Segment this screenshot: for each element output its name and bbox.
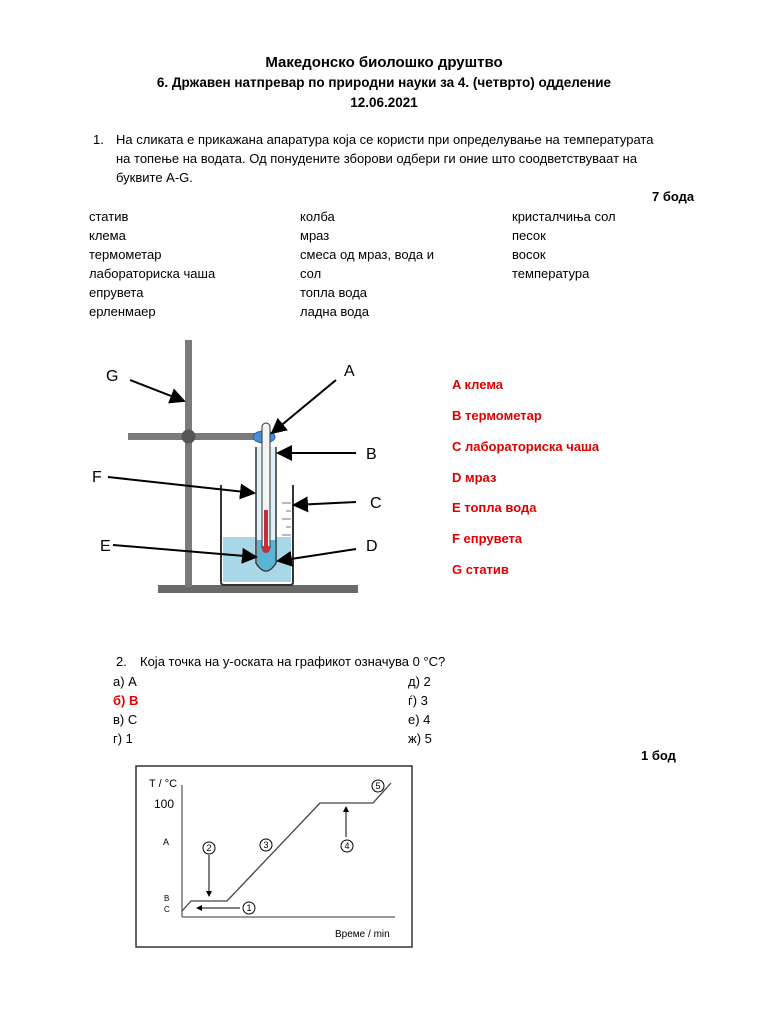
option-g: г) 1 [113, 731, 133, 746]
clamp-arm [128, 433, 268, 440]
label-B: B [366, 446, 377, 463]
label-E: E [100, 538, 111, 555]
word-item: ладна вода [300, 304, 369, 319]
marker-3: 3 [263, 840, 269, 850]
marker-5: 5 [375, 781, 381, 791]
option-v: в) С [113, 712, 138, 727]
word-item: температура [512, 266, 590, 281]
heating-graph [135, 765, 415, 950]
label-D: D [366, 538, 378, 555]
option-d: д) 2 [408, 674, 431, 689]
q2-number: 2. [116, 654, 127, 669]
thermometer-liquid [264, 510, 268, 550]
y-axis-label: T / °C [149, 778, 178, 790]
label-C: C [370, 495, 382, 512]
q2-options-left [113, 672, 138, 748]
answer-D: D мраз [452, 470, 497, 485]
word-item: сол [300, 266, 322, 281]
option-a: а) А [113, 674, 137, 689]
q1-line3: буквите А-G. [116, 170, 193, 185]
y-tick-C: C [164, 905, 170, 914]
answer-A: A клема [452, 377, 504, 392]
word-item: статив [89, 209, 129, 224]
answer-E: E топла вода [452, 500, 537, 515]
word-item: восок [512, 247, 546, 262]
word-item: ерленмаер [89, 304, 156, 319]
word-column-3 [512, 207, 616, 283]
boss-head [182, 430, 196, 444]
stand-rod [185, 340, 192, 587]
word-item: лабораториска чаша [89, 266, 216, 281]
q2-question: Која точка на y-оската на графикот означува 0 °C? [140, 654, 446, 669]
answer-B: B термометар [452, 408, 542, 423]
org-title: Македонско биолошко друштво [265, 54, 503, 71]
x-axis-label: Време / min [335, 929, 390, 940]
y-tick-100: 100 [154, 797, 175, 811]
label-A: A [344, 363, 355, 380]
q1-number: 1. [93, 132, 104, 147]
label-F: F [92, 469, 102, 486]
marker-4: 4 [344, 841, 350, 851]
word-item: епрувета [89, 285, 144, 300]
apparatus-figure [88, 335, 408, 597]
option-e: е) 4 [408, 712, 431, 727]
y-tick-B: B [164, 894, 170, 903]
y-tick-A: A [163, 837, 170, 847]
answer-F: F епрувета [452, 531, 523, 546]
date: 12.06.2021 [350, 95, 418, 110]
q2-points: 1 бод [641, 748, 676, 763]
option-gj: ѓ) 3 [408, 693, 428, 708]
word-item: смеса од мраз, вода и [300, 247, 434, 262]
word-item: мраз [300, 228, 330, 243]
graph-frame [136, 766, 412, 947]
word-item: термометар [89, 247, 162, 262]
marker-2: 2 [206, 843, 212, 853]
word-item: колба [300, 209, 335, 224]
marker-1: 1 [246, 903, 252, 913]
q1-line1: На сликата е прикажана апаратура која се користи при определување на температурата [116, 132, 654, 147]
option-zh: ж) 5 [408, 731, 432, 746]
option-b-correct: б) В [113, 693, 139, 708]
q2-options-right [408, 672, 432, 748]
thermometer-bulb [262, 545, 270, 553]
word-item: кристалчиња сол [512, 209, 616, 224]
q1-line2: на топење на водата. Од понудените зборови одбери ги оние што соодветствуваат на [116, 151, 638, 166]
word-item: клема [89, 228, 126, 243]
competition-title: 6. Државен натпревар по природни науки за 4. (четврто) одделение [156, 75, 612, 90]
label-G: G [106, 368, 119, 385]
answer-C: C лабораториска чаша [452, 439, 600, 454]
word-column-1 [89, 207, 215, 321]
q1-points: 7 бода [652, 189, 695, 204]
answer-G: G статив [452, 562, 509, 577]
word-item: топла вода [300, 285, 368, 300]
word-item: песок [512, 228, 546, 243]
word-column-2 [300, 207, 434, 321]
